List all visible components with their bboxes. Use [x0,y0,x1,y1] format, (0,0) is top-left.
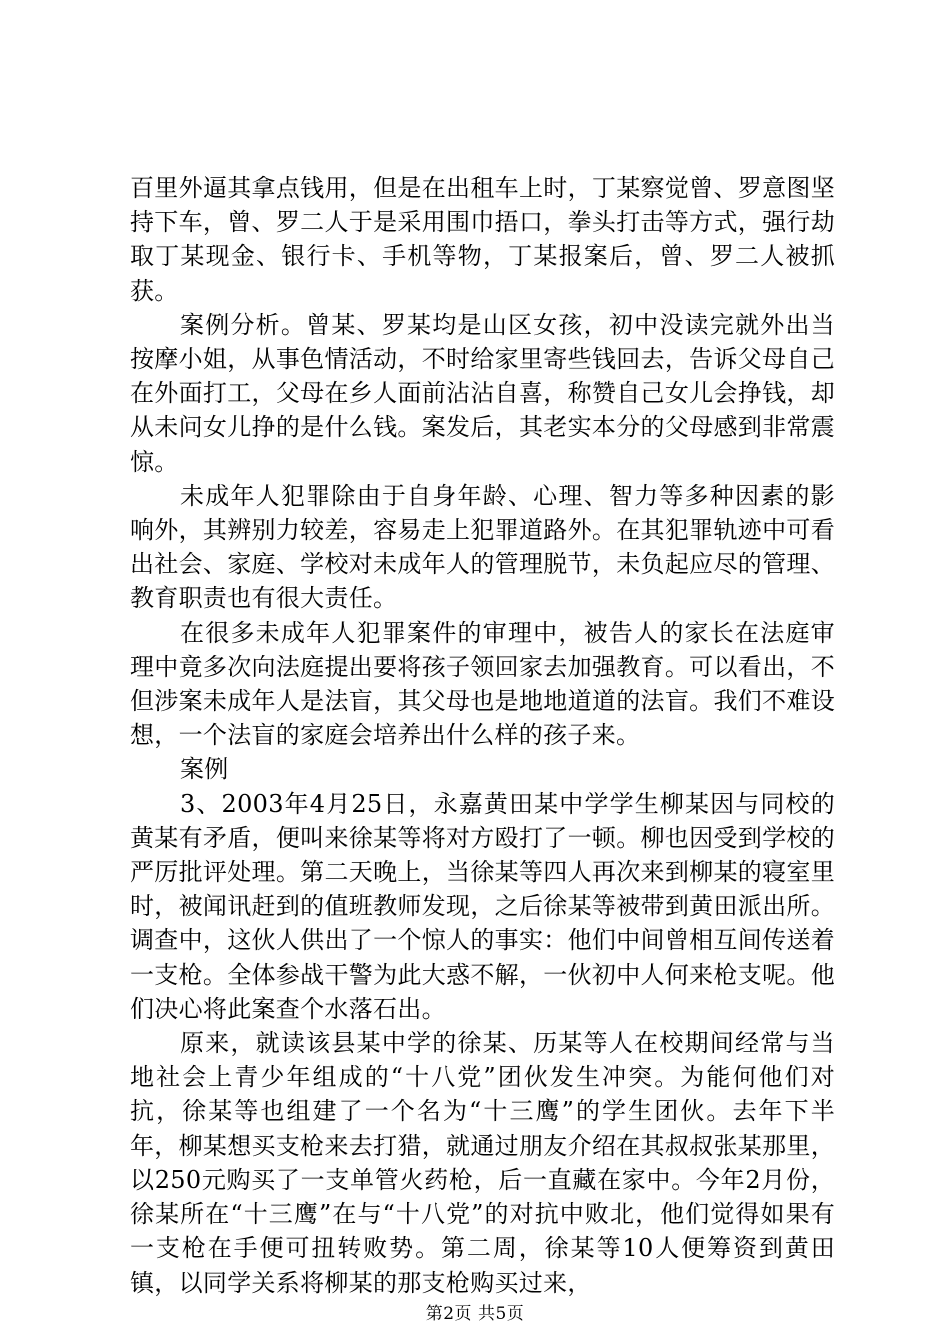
paragraph-minor-crime-causes: 未成年人犯罪除由于自身年龄、心理、智力等多种因素的影响外，其辨别力较差，容易走上犯罪道路外。在其犯罪轨迹中可看出社会、家庭、学校对未成年人的管理脱节，未负起应尽的管理、教育职责也有很大责任。 [130,481,835,613]
paragraph-case-heading: 案例 [180,755,229,784]
paragraph-continued: 百里外逼其拿点钱用，但是在出租车上时，丁某察觉曾、罗意图坚持下车，曾、罗二人于是采用围巾捂口，拳头打击等方式，强行劫取丁某现金、银行卡、手机等物，丁某报案后，曾、罗二人被抓获。 [130,174,835,305]
paragraph-parents-legal-blindness: 在很多未成年人犯罪案件的审理中，被告人的家长在法庭审理中竟多次向法庭提出要将孩子领回家去加强教育。可以看出，不但涉案未成年人是法盲，其父母也是地地道道的法盲。我们不难设想，一个法盲的家庭会培养出什么样的孩子来。 [130,618,835,750]
paragraph-case-3: 3、2003年4月25日，永嘉黄田某中学学生柳某因与同校的黄某有矛盾，便叫来徐某等将对方殴打了一顿。柳也因受到学校的严厉批评处理。第二天晚上，当徐某等四人再次来到柳某的寝室里时，被闻讯赶到的值班教师发现，之后徐某等被带到黄田派出所。调查中，这伙人供出了一个惊人的事实：他们中间曾相互间传送着一支枪。全体参战干警为此大惑不解，一伙初中人何来枪支呢。他们决心将此案查个水落石出。 [130,789,835,1023]
page-footer: 第2页 共5页 [425,1304,525,1324]
document-body [130,171,835,1300]
paragraph-case-3-background: 原来，就读该县某中学的徐某、历某等人在校期间经常与当地社会上青少年组成的“十八党”团伙发生冲突。为能何他们对抗，徐某等也组建了一个名为“十三鹰”的学生团伙。去年下半年，柳某想买支枪来去打猎，就通过朋友介绍在其叔叔张某那里，以250元购买了一支单管火药枪，后一直藏在家中。今年2月份，徐某所在“十三鹰”在与“十八党”的对抗中败北，他们觉得如果有一支枪在手便可扭转败势。第二周，徐某等10人便筹资到黄田镇，以同学关系将柳某的那支枪购买过来， [130,1029,835,1297]
paragraph-case-analysis: 案例分析。曾某、罗某均是山区女孩，初中没读完就外出当按摩小姐，从事色情活动，不时给家里寄些钱回去，告诉父母自己在外面打工，父母在乡人面前沾沾自喜，称赞自己女儿会挣钱，却从未问女儿挣的是什么钱。案发后，其老实本分的父母感到非常震惊。 [130,310,835,476]
